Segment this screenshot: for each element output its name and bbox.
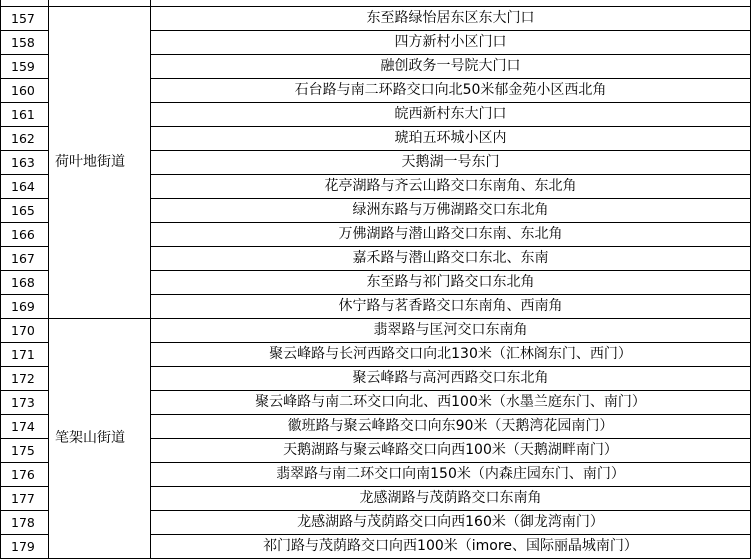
row-number: 168 — [1, 271, 49, 295]
location-cell: 龙感湖路与茂荫路交口向西160米（御龙湾南门） — [151, 511, 751, 535]
row-number: 159 — [1, 55, 49, 79]
location-cell: 祁门路与茂荫路交口向西100米（imore、国际丽晶城南门） — [151, 535, 751, 559]
row-number: 176 — [1, 463, 49, 487]
row-number: 162 — [1, 127, 49, 151]
location-cell: 东至路与祁门路交口东北角 — [151, 271, 751, 295]
location-cell: 龙感湖路与茂荫路交口东南角 — [151, 487, 751, 511]
row-number: 179 — [1, 535, 49, 559]
location-cell: 皖西新村东大门口 — [151, 103, 751, 127]
row-number: 163 — [1, 151, 49, 175]
location-cell: 聚云峰路与高河西路交口东北角 — [151, 367, 751, 391]
row-number: 173 — [1, 391, 49, 415]
location-cell: 天鹅湖一号东门 — [151, 151, 751, 175]
row-number: 158 — [1, 31, 49, 55]
location-cell: 琥珀五环城小区内 — [151, 127, 751, 151]
location-cell: 聚云峰路与南二环交口向北、西100米（水墨兰庭东门、南门） — [151, 391, 751, 415]
row-number: 171 — [1, 343, 49, 367]
street-cell-bijiashan: 笔架山街道 — [49, 319, 151, 559]
location-cell: 嘉禾路与潜山路交口东北、东南 — [151, 247, 751, 271]
table-row — [1, 7, 751, 31]
row-number: 177 — [1, 487, 49, 511]
location-cell: 天鹅湖路与聚云峰路交口向西100米（天鹅湖畔南门） — [151, 439, 751, 463]
location-cell: 绿洲东路与万佛湖路交口东北角 — [151, 199, 751, 223]
table-row — [1, 319, 751, 343]
location-cell: 花亭湖路与齐云山路交口东南角、东北角 — [151, 175, 751, 199]
row-number: 161 — [1, 103, 49, 127]
location-cell: 四方新村小区门口 — [151, 31, 751, 55]
row-number: 174 — [1, 415, 49, 439]
row-number: 167 — [1, 247, 49, 271]
location-cell: 融创政务一号院大门口 — [151, 55, 751, 79]
row-number: 175 — [1, 439, 49, 463]
location-cell: 石台路与南二环路交口向北50米郁金苑小区西北角 — [151, 79, 751, 103]
row-number: 170 — [1, 319, 49, 343]
row-number: 165 — [1, 199, 49, 223]
location-cell: 翡翠路与匡河交口东南角 — [151, 319, 751, 343]
location-cell: 聚云峰路与长河西路交口向北130米（汇林阁东门、西门） — [151, 343, 751, 367]
row-number: 169 — [1, 295, 49, 319]
row-number: 172 — [1, 367, 49, 391]
row-number: 178 — [1, 511, 49, 535]
row-number: 160 — [1, 79, 49, 103]
location-cell: 翡翠路与南二环交口向南150米（内森庄园东门、南门） — [151, 463, 751, 487]
row-number: 164 — [1, 175, 49, 199]
location-cell: 万佛湖路与潜山路交口东南、东北角 — [151, 223, 751, 247]
location-cell: 东至路绿怡居东区东大门口 — [151, 7, 751, 31]
street-cell-heyedi: 荷叶地街道 — [49, 7, 151, 319]
row-number: 157 — [1, 7, 49, 31]
location-cell: 徽班路与聚云峰路交口向东90米（天鹅湾花园南门） — [151, 415, 751, 439]
row-number: 166 — [1, 223, 49, 247]
location-cell: 休宁路与茗香路交口东南角、西南角 — [151, 295, 751, 319]
